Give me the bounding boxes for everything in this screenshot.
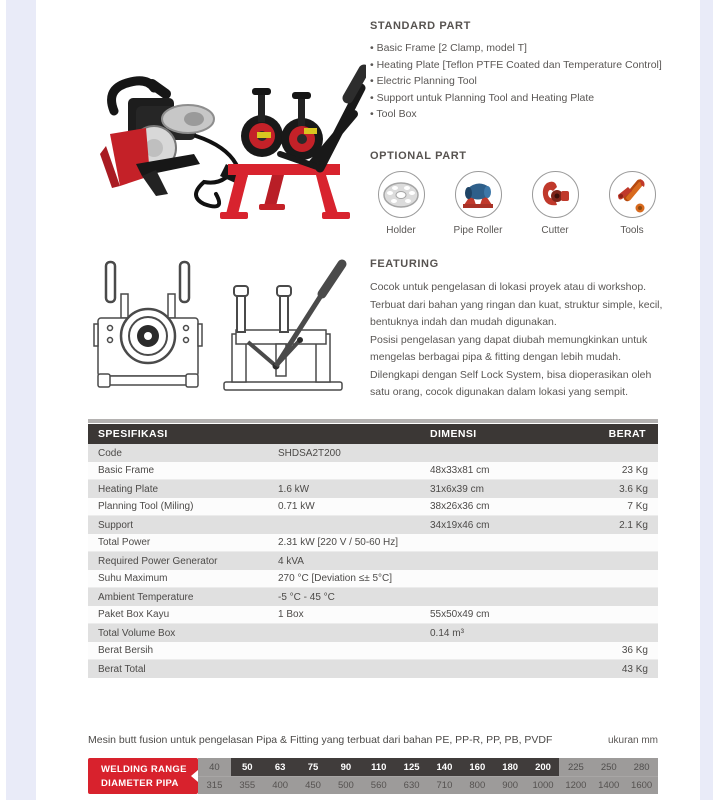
table-row: Code SHDSA2T200 [88, 444, 658, 462]
table-row: Heating Plate 1.6 kW 31x6x39 cm 3.6 Kg [88, 480, 658, 498]
table-row: Paket Box Kayu 1 Box 55x50x49 cm [88, 606, 658, 624]
standard-part-list [370, 40, 695, 123]
table-row: Support 34x19x46 cm 2.1 Kg [88, 516, 658, 534]
table-row: Ambient Temperature -5 °C - 45 °C [88, 588, 658, 606]
featuring-line: Terbuat dari bahan yang ringan dan kuat, struktur simple, kecil, [370, 298, 663, 311]
standard-part-item: • Tool Box [370, 106, 695, 123]
spec-table-top-strip [88, 419, 658, 423]
welding-range-cell: 180 [494, 758, 527, 776]
table-row: Planning Tool (Miling) 0.71 kW 38x26x36 cm 7 Kg [88, 498, 658, 516]
table-row: Total Volume Box 0.14 m³ [88, 624, 658, 642]
table-row: Basic Frame 48x33x81 cm 23 Kg [88, 462, 658, 480]
welding-range-labels [88, 758, 198, 794]
diameter-cell: 630 [395, 776, 428, 794]
welding-range-cell: 125 [395, 758, 428, 776]
spec-table-header [88, 424, 658, 444]
welding-range-cell: 160 [461, 758, 494, 776]
featuring-section [370, 258, 688, 402]
welding-range-cell: 75 [297, 758, 330, 776]
footer-description: Mesin butt fusion untuk pengelasan Pipa & Fitting yang terbuat dari bahan PE, PP-R, PP, PB, PVDF [88, 734, 553, 746]
standard-part-item: • Basic Frame [2 Clamp, model T] [370, 40, 695, 57]
diameter-cell: 800 [461, 776, 494, 794]
welding-range-cell: 50 [231, 758, 264, 776]
welding-range-cell: 110 [362, 758, 395, 776]
pipe-roller-icon [455, 171, 502, 218]
optional-item-pipe-roller [447, 171, 509, 236]
featuring-line: satu orang, cocok digunakan dalam lokasi yang sempit. [370, 386, 628, 398]
technical-drawing [84, 256, 356, 413]
header-spesifikasi: SPESIFIKASI [98, 428, 168, 440]
welding-range-cell: 250 [592, 758, 625, 776]
diameter-cell: 1200 [559, 776, 592, 794]
welding-range-cell: 40 [198, 758, 231, 776]
standard-part-item: • Support untuk Planning Tool and Heating Plate [370, 90, 695, 107]
standard-part-section [370, 20, 695, 123]
featuring-line: bentuknya indah dan mudah digunakan. [370, 316, 557, 328]
header-berat: BERAT [608, 428, 646, 440]
diameter-cell: 500 [329, 776, 362, 794]
optional-item-label: Cutter [541, 225, 569, 236]
diameter-pipa-row [198, 776, 658, 794]
optional-item-cutter [524, 171, 586, 236]
featuring-line: Cocok untuk pengelasan di lokasi proyek atau di workshop. [370, 281, 647, 293]
diameter-cell: 1600 [625, 776, 658, 794]
optional-item-holder [370, 171, 432, 236]
welding-range-cell: 140 [428, 758, 461, 776]
welding-range-cell: 225 [559, 758, 592, 776]
standard-part-item: • Electric Planning Tool [370, 73, 695, 90]
unit-note: ukuran mm [607, 735, 658, 746]
featuring-line: mengelas berbagai pipa & fitting dengan lebih mudah. [370, 351, 622, 363]
table-row: Berat Bersih 36 Kg [88, 642, 658, 660]
welding-range-cell: 200 [527, 758, 560, 776]
diameter-cell: 710 [428, 776, 461, 794]
optional-part-section [370, 150, 690, 236]
table-row: Suhu Maximum 270 °C [Deviation ≤± 5°C] [88, 570, 658, 588]
featuring-line: Posisi pengelasan yang dapat diubah memungkinkan untuk [370, 333, 648, 346]
page-edge-left [6, 0, 36, 800]
welding-range-cell: 63 [264, 758, 297, 776]
optional-part-title: OPTIONAL PART [370, 150, 467, 162]
diameter-cell: 450 [297, 776, 330, 794]
diameter-cell: 1000 [527, 776, 560, 794]
welding-range-cell: 90 [329, 758, 362, 776]
table-row: Total Power 2.31 kW [220 V / 50-60 Hz] [88, 534, 658, 552]
diameter-cell: 1400 [592, 776, 625, 794]
optional-part-icons [370, 171, 690, 236]
diameter-cell: 355 [231, 776, 264, 794]
diameter-pipa-label: DIAMETER PIPA [101, 777, 179, 789]
range-notch-icon [191, 770, 198, 782]
diameter-cell: 900 [494, 776, 527, 794]
cutter-icon [532, 171, 579, 218]
table-row: Berat Total 43 Kg [88, 660, 658, 678]
table-row: Required Power Generator 4 kVA [88, 552, 658, 570]
featuring-line: Dilengkapi dengan Self Lock System, bisa dioperasikan oleh [370, 368, 652, 381]
tools-icon [609, 171, 656, 218]
diameter-cell: 315 [198, 776, 231, 794]
welding-range-row [198, 758, 658, 776]
product-photo [76, 36, 366, 239]
diameter-cell: 560 [362, 776, 395, 794]
footer-description-row [88, 734, 658, 746]
spec-table-body [88, 444, 658, 678]
standard-part-title: STANDARD PART [370, 20, 471, 32]
page-edge-right [700, 0, 713, 800]
holder-icon [378, 171, 425, 218]
optional-item-label: Pipe Roller [453, 225, 503, 236]
welding-machine-photo-illustration [76, 36, 366, 234]
diameter-cell: 400 [264, 776, 297, 794]
welding-range-cells [198, 758, 658, 794]
optional-item-tools [601, 171, 663, 236]
featuring-title: FEATURING [370, 258, 439, 270]
welding-range-label: WELDING RANGE [101, 763, 187, 775]
optional-item-label: Holder [386, 225, 416, 236]
optional-item-label: Tools [620, 225, 644, 236]
featuring-text [370, 279, 688, 402]
machine-line-drawing [84, 256, 356, 408]
standard-part-item: • Heating Plate [Teflon PTFE Coated dan Temperature Control] [370, 57, 695, 74]
spec-table [88, 419, 658, 678]
welding-range-table [88, 758, 658, 794]
welding-range-cell: 280 [625, 758, 658, 776]
header-dimensi: DIMENSI [430, 428, 477, 440]
